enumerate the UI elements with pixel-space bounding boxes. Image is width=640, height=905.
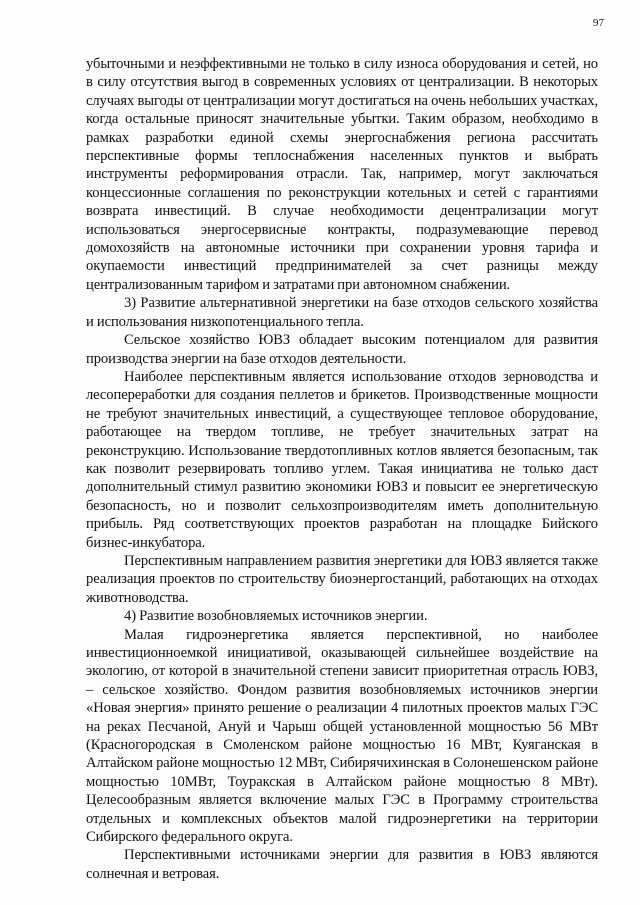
paragraph-1: убыточными и неэффективными не только в силу износа оборудования и сетей, но в силу отсутствия выгод в современных условиях от централизации. В некоторых случаях выгоды от централизации могут достигаться на очень небольших участках, когда остальные приносят значительные убытки. Таким образом, необходимо в рамках разработки единой схемы энергоснабжения региона рассчитать перспективные формы теплоснабжения населенных пунктов и выбрать инструменты реформирования отрасли. Так, например, могут заключаться концессионные соглашения по реконструкции котельных и сетей с гарантиями возврата инвестиций. В случае необходимости децентрализации могут использоваться энергосервисные контракты, подразумевающие перевод домохозяйств на автономные источники при сохранении уровня тарифа и окупаемости инвестиций предпринимателей за счет разницы между централизованным тарифом и затратами при автономном снабжении. (86, 56, 598, 293)
paragraph-3: Сельское хозяйство ЮВЗ обладает высоким потенциалом для развития производства энергии на базе отходов деятельности. (86, 332, 598, 367)
body-text (86, 55, 598, 883)
paragraph-7: Малая гидроэнергетика является перспективной, но наиболее инвестиционноемкой инициативой, оказывающей сильнейшее воздействие на экологию, от которой в значительной степени зависит приоритетная отрасль ЮВЗ, – сельское хозяйство. Фондом развития возобновляемых источников энергии «Новая энергия» принято решение о реализации 4 пилотных проектов малых ГЭС на реках Песчаной, Ануй и Чарыш общей установленной мощностью 56 МВт (Красногородская в Смоленском районе мощностью 16 МВт, Куяганская в Алтайском районе мощностью 12 МВт, Сибирячихинская в Солонешенском районе мощностью 10МВт, Тоуракская в Алтайском районе мощностью 8 МВт). Целесообразным является включение малых ГЭС в Программу строительства отдельных и комплексных объектов малой гидроэнергетики на территории Сибирского федерального округа. (86, 626, 598, 846)
paragraph-4: Наиболее перспективным является использование отходов зерноводства и лесопереработки для создания пеллетов и брикетов. Производственные мощности не требуют значительных инвестиций, а существующее тепловое оборудование, работающее на твердом топливе, не требует значительных затрат на реконструкцию. Использование твердотопливных котлов является безопасным, так как позволит резервировать топливо углем. Такая инициатива не только даст дополнительный стимул развитию экономики ЮВЗ и повысит ее энергетическую безопасность, но и позволит сельхозпроизводителям иметь дополнительную прибыль. Ряд соответствующих проектов разработан на площадке Бийского бизнес-инкубатора. (86, 368, 598, 551)
paragraph-5: Перспективным направлением развития энергетики для ЮВЗ является также реализация проектов по строительству биоэнергостанций, работающих на отходах животноводства. (86, 552, 598, 606)
paragraph-2: 3) Развитие альтернативной энергетики на базе отходов сельского хозяйства и использования низкопотенциального тепла. (86, 295, 598, 330)
page-number: 97 (593, 17, 604, 29)
paragraph-8: Перспективными источниками энергии для развития в ЮВЗ являются солнечная и ветровая. (86, 847, 598, 882)
paragraph-6: 4) Развитие возобновляемых источников энергии. (124, 608, 428, 625)
